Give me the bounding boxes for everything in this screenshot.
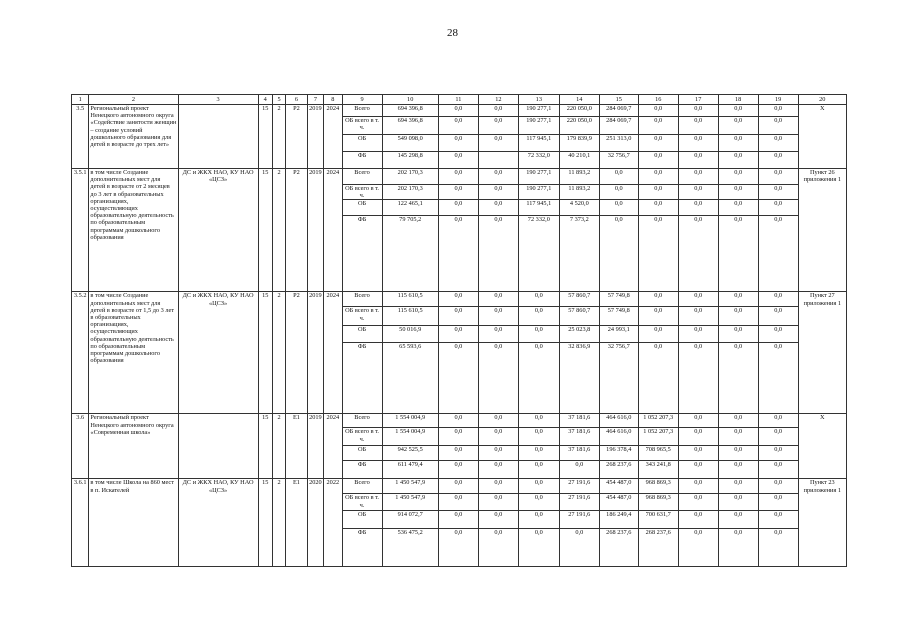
end-year: 2024 [324,414,342,479]
funding-source: ОБ всего в т. ч. [342,307,382,326]
col5: 2 [272,292,285,414]
section-number: 3.5.1 [72,169,89,292]
end-year: 2022 [324,479,342,567]
funding-source: ФБ [342,216,382,292]
financing-table [71,94,847,567]
funding-source: ФБ [342,529,382,567]
amount-cell: 0,0 [518,414,559,428]
amount-cell: 0,0 [638,292,678,307]
amount-cell: 0,0 [478,511,518,529]
amount-cell: 0,0 [438,152,478,169]
amount-cell: 0,0 [718,105,758,117]
amount-cell: 1 450 547,9 [382,494,438,511]
amount-cell: 0,0 [478,185,518,200]
amount-cell: 0,0 [718,461,758,479]
amount-cell: 24 993,1 [599,326,638,343]
amount-cell: 0,0 [518,307,559,326]
amount-cell: 122 465,1 [382,200,438,216]
amount-cell: 454 487,0 [599,479,638,494]
amount-cell: 343 241,8 [638,461,678,479]
col6: P2 [286,105,308,169]
amount-cell: 179 839,9 [559,135,599,152]
amount-cell: 0,0 [638,169,678,185]
amount-cell: 220 050,0 [559,105,599,117]
col6: E1 [286,414,308,479]
col4: 15 [258,292,272,414]
amount-cell: 0,0 [758,307,798,326]
amount-cell: 0,0 [718,326,758,343]
amount-cell: 0,0 [478,428,518,446]
amount-cell: 268 237,6 [599,529,638,567]
amount-cell: 1 554 004,9 [382,414,438,428]
amount-cell: 0,0 [718,216,758,292]
amount-cell: 1 450 547,9 [382,479,438,494]
amount-cell: 0,0 [758,135,798,152]
amount-cell: 0,0 [718,117,758,135]
amount-cell: 0,0 [758,479,798,494]
amount-cell: 0,0 [678,200,718,216]
amount-cell: 251 313,0 [599,135,638,152]
funding-source: Всего [342,414,382,428]
section-name: Региональный проект Ненецкого автономного округа «Современная школа» [89,414,178,479]
amount-cell: 0,0 [758,292,798,307]
amount-cell: 0,0 [758,461,798,479]
header-row [72,95,847,105]
amount-cell: 0,0 [438,446,478,461]
amount-cell: 0,0 [718,152,758,169]
amount-cell: 0,0 [438,292,478,307]
funding-source: ФБ [342,461,382,479]
amount-cell: 32 756,7 [599,343,638,414]
amount-cell: 72 332,0 [518,152,559,169]
amount-cell: 0,0 [438,185,478,200]
end-year: 2024 [324,105,342,169]
col4: 15 [258,105,272,169]
amount-cell: 0,0 [478,292,518,307]
amount-cell: 202 170,3 [382,169,438,185]
amount-cell: 0,0 [518,511,559,529]
amount-cell: 0,0 [638,185,678,200]
col5: 2 [272,414,285,479]
amount-cell: 464 616,0 [599,414,638,428]
table-row [72,479,847,494]
amount-cell: 0,0 [518,529,559,567]
section-name: Региональный проект Ненецкого автономного округа «Содействие занятости женщин – создание условий дошкольного образования для детей в возрасте до трех лет» [89,105,178,169]
amount-cell: 37 181,6 [559,428,599,446]
amount-cell: 202 170,3 [382,185,438,200]
amount-cell: 0,0 [678,216,718,292]
amount-cell: 0,0 [638,105,678,117]
amount-cell: 0,0 [678,343,718,414]
amount-cell: 0,0 [478,326,518,343]
col5: 2 [272,169,285,292]
section-number: 3.5 [72,105,89,169]
amount-cell: 0,0 [518,292,559,307]
amount-cell: 0,0 [678,117,718,135]
amount-cell: 0,0 [758,117,798,135]
amount-cell: 196 378,4 [599,446,638,461]
amount-cell: 0,0 [638,307,678,326]
amount-cell [478,152,518,169]
page-number: 28 [447,27,458,39]
amount-cell: 942 525,5 [382,446,438,461]
column-header: 15 [599,95,638,105]
amount-cell: 0,0 [518,326,559,343]
column-header: 5 [272,95,285,105]
amount-cell: 0,0 [758,494,798,511]
amount-cell: 0,0 [438,511,478,529]
col4: 15 [258,169,272,292]
amount-cell: 0,0 [518,343,559,414]
start-year: 2019 [307,105,323,169]
column-header: 18 [718,95,758,105]
amount-cell: 0,0 [438,216,478,292]
amount-cell: 0,0 [478,414,518,428]
amount-cell: 0,0 [599,169,638,185]
amount-cell: 0,0 [638,152,678,169]
funding-source: ОБ [342,446,382,461]
executor: ДС и ЖКХ НАО, КУ НАО «ЦСЗ» [178,292,258,414]
amount-cell: 0,0 [518,461,559,479]
amount-cell: 0,0 [718,414,758,428]
executor [178,105,258,169]
amount-cell: 7 373,2 [559,216,599,292]
amount-cell: 0,0 [718,135,758,152]
amount-cell: 284 069,7 [599,117,638,135]
amount-cell: 190 277,1 [518,105,559,117]
reference-note: X [798,105,846,169]
amount-cell: 708 965,5 [638,446,678,461]
amount-cell: 0,0 [718,511,758,529]
column-header: 6 [286,95,308,105]
amount-cell: 0,0 [718,292,758,307]
amount-cell: 0,0 [758,185,798,200]
funding-source: ОБ всего в т. ч. [342,117,382,135]
amount-cell: 0,0 [599,216,638,292]
funding-source: Всего [342,479,382,494]
amount-cell: 0,0 [518,428,559,446]
start-year: 2019 [307,169,323,292]
amount-cell: 0,0 [678,169,718,185]
amount-cell: 220 050,0 [559,117,599,135]
amount-cell: 454 487,0 [599,494,638,511]
funding-source: ОБ [342,326,382,343]
funding-source: ФБ [342,152,382,169]
amount-cell: 0,0 [438,428,478,446]
column-header: 4 [258,95,272,105]
amount-cell: 0,0 [678,135,718,152]
amount-cell: 27 191,6 [559,511,599,529]
amount-cell: 0,0 [438,494,478,511]
amount-cell: 0,0 [758,511,798,529]
amount-cell: 611 479,4 [382,461,438,479]
column-header: 3 [178,95,258,105]
amount-cell: 0,0 [678,292,718,307]
amount-cell: 0,0 [438,529,478,567]
amount-cell: 0,0 [599,200,638,216]
amount-cell: 0,0 [678,529,718,567]
amount-cell: 0,0 [638,117,678,135]
amount-cell: 0,0 [678,307,718,326]
amount-cell: 536 475,2 [382,529,438,567]
amount-cell: 37 181,6 [559,414,599,428]
amount-cell: 0,0 [438,307,478,326]
amount-cell: 0,0 [478,461,518,479]
column-header: 11 [438,95,478,105]
amount-cell: 0,0 [758,414,798,428]
reference-note: Пункт 26 приложения 1 [798,169,846,292]
amount-cell: 0,0 [478,216,518,292]
amount-cell: 700 631,7 [638,511,678,529]
reference-note: Пункт 23 приложения 1 [798,479,846,567]
amount-cell: 0,0 [678,105,718,117]
executor: ДС и ЖКХ НАО, КУ НАО «ЦСЗ» [178,479,258,567]
amount-cell: 0,0 [638,216,678,292]
col4: 15 [258,414,272,479]
amount-cell: 464 616,0 [599,428,638,446]
amount-cell: 0,0 [678,446,718,461]
amount-cell: 0,0 [678,326,718,343]
amount-cell: 0,0 [559,461,599,479]
column-header: 19 [758,95,798,105]
amount-cell: 0,0 [438,105,478,117]
col4: 15 [258,479,272,567]
amount-cell: 25 023,8 [559,326,599,343]
amount-cell: 0,0 [758,169,798,185]
amount-cell: 0,0 [438,117,478,135]
amount-cell: 268 237,6 [638,529,678,567]
amount-cell: 549 098,0 [382,135,438,152]
amount-cell: 115 610,5 [382,307,438,326]
amount-cell: 4 520,0 [559,200,599,216]
amount-cell: 145 298,8 [382,152,438,169]
column-header: 7 [307,95,323,105]
amount-cell: 0,0 [478,479,518,494]
amount-cell: 40 210,1 [559,152,599,169]
amount-cell: 0,0 [438,479,478,494]
col6: P2 [286,169,308,292]
amount-cell: 0,0 [478,446,518,461]
start-year: 2019 [307,292,323,414]
amount-cell: 0,0 [678,185,718,200]
section-number: 3.6.1 [72,479,89,567]
amount-cell: 0,0 [758,326,798,343]
amount-cell: 32 836,9 [559,343,599,414]
amount-cell: 0,0 [599,185,638,200]
amount-cell: 0,0 [718,307,758,326]
amount-cell: 0,0 [518,494,559,511]
amount-cell: 57 749,8 [599,292,638,307]
funding-source: Всего [342,105,382,117]
amount-cell: 11 893,2 [559,169,599,185]
column-header: 14 [559,95,599,105]
amount-cell: 79 705,2 [382,216,438,292]
funding-source: Всего [342,292,382,307]
table-row [72,414,847,428]
col5: 2 [272,105,285,169]
column-header: 13 [518,95,559,105]
amount-cell: 57 860,7 [559,292,599,307]
amount-cell: 0,0 [478,494,518,511]
amount-cell: 0,0 [438,414,478,428]
funding-source: ОБ [342,511,382,529]
col6: E1 [286,479,308,567]
amount-cell: 0,0 [718,200,758,216]
col5: 2 [272,479,285,567]
amount-cell: 117 945,1 [518,135,559,152]
amount-cell: 57 860,7 [559,307,599,326]
section-name: в том числе Создание дополнительных мест для детей в возрасте от 1,5 до 3 лет в образовательных организациях, осуществляющих образовательную деятельность по образовательным программам дошкольного образования [89,292,178,414]
amount-cell: 0,0 [758,446,798,461]
amount-cell: 11 893,2 [559,185,599,200]
amount-cell: 0,0 [678,511,718,529]
amount-cell: 65 593,6 [382,343,438,414]
amount-cell: 968 869,3 [638,479,678,494]
amount-cell: 0,0 [438,326,478,343]
section-number: 3.5.2 [72,292,89,414]
funding-source: ОБ всего в т. ч. [342,428,382,446]
amount-cell: 115 610,5 [382,292,438,307]
amount-cell: 1 554 004,9 [382,428,438,446]
amount-cell: 0,0 [478,529,518,567]
amount-cell: 37 181,6 [559,446,599,461]
table-row [72,105,847,117]
reference-note: Пункт 27 приложения 1 [798,292,846,414]
executor: ДС и ЖКХ НАО, КУ НАО «ЦСЗ» [178,169,258,292]
amount-cell: 0,0 [758,200,798,216]
amount-cell: 0,0 [718,185,758,200]
amount-cell: 0,0 [678,479,718,494]
amount-cell: 0,0 [478,200,518,216]
table-row [72,169,847,185]
amount-cell: 0,0 [438,135,478,152]
amount-cell: 117 945,1 [518,200,559,216]
funding-source: Всего [342,169,382,185]
amount-cell: 190 277,1 [518,185,559,200]
amount-cell: 32 756,7 [599,152,638,169]
col6: P2 [286,292,308,414]
amount-cell: 914 072,7 [382,511,438,529]
amount-cell: 0,0 [438,200,478,216]
amount-cell: 968 869,3 [638,494,678,511]
amount-cell: 694 396,8 [382,105,438,117]
amount-cell: 0,0 [559,529,599,567]
amount-cell: 0,0 [638,343,678,414]
start-year: 2019 [307,414,323,479]
amount-cell: 0,0 [758,343,798,414]
amount-cell: 0,0 [758,529,798,567]
amount-cell: 284 069,7 [599,105,638,117]
table-row [72,292,847,307]
amount-cell: 0,0 [478,135,518,152]
funding-source: ОБ всего в т. ч. [342,185,382,200]
amount-cell: 0,0 [438,169,478,185]
amount-cell: 0,0 [518,479,559,494]
end-year: 2024 [324,169,342,292]
column-header: 20 [798,95,846,105]
amount-cell: 186 249,4 [599,511,638,529]
amount-cell: 0,0 [758,428,798,446]
amount-cell: 0,0 [638,135,678,152]
amount-cell: 0,0 [718,479,758,494]
amount-cell: 0,0 [478,343,518,414]
section-number: 3.6 [72,414,89,479]
end-year: 2024 [324,292,342,414]
column-header: 16 [638,95,678,105]
amount-cell: 0,0 [718,343,758,414]
amount-cell: 190 277,1 [518,117,559,135]
amount-cell: 0,0 [758,152,798,169]
amount-cell: 27 191,6 [559,494,599,511]
section-name: в том числе Школа на 860 мест в п. Искателей [89,479,178,567]
funding-source: ОБ [342,135,382,152]
amount-cell: 0,0 [478,307,518,326]
section-name: в том числе Создание дополнительных мест для детей в возрасте от 2 месяцев до 3 лет в образовательных организациях, осуществляющих образовательную деятельность по образовательным программам дошкольного образования [89,169,178,292]
amount-cell: 1 052 207,3 [638,428,678,446]
amount-cell: 0,0 [438,461,478,479]
funding-source: ФБ [342,343,382,414]
amount-cell: 0,0 [478,105,518,117]
amount-cell: 0,0 [678,414,718,428]
executor [178,414,258,479]
amount-cell: 50 016,9 [382,326,438,343]
reference-note: X [798,414,846,479]
amount-cell: 0,0 [678,494,718,511]
amount-cell: 0,0 [478,169,518,185]
amount-cell: 0,0 [478,117,518,135]
funding-source: ОБ [342,200,382,216]
amount-cell: 0,0 [638,200,678,216]
amount-cell: 0,0 [758,105,798,117]
amount-cell: 57 749,8 [599,307,638,326]
column-header: 9 [342,95,382,105]
amount-cell: 0,0 [678,428,718,446]
amount-cell: 190 277,1 [518,169,559,185]
amount-cell: 1 052 207,3 [638,414,678,428]
start-year: 2020 [307,479,323,567]
amount-cell: 0,0 [718,494,758,511]
amount-cell: 0,0 [438,343,478,414]
column-header: 10 [382,95,438,105]
amount-cell: 268 237,6 [599,461,638,479]
column-header: 1 [72,95,89,105]
amount-cell: 0,0 [718,446,758,461]
amount-cell: 0,0 [718,529,758,567]
column-header: 2 [89,95,178,105]
amount-cell: 0,0 [718,428,758,446]
amount-cell: 0,0 [518,446,559,461]
amount-cell: 0,0 [678,461,718,479]
column-header: 17 [678,95,718,105]
amount-cell: 72 332,0 [518,216,559,292]
column-header: 12 [478,95,518,105]
column-header: 8 [324,95,342,105]
amount-cell: 0,0 [718,169,758,185]
amount-cell: 27 191,6 [559,479,599,494]
amount-cell: 694 396,8 [382,117,438,135]
amount-cell: 0,0 [638,326,678,343]
funding-source: ОБ всего в т. ч. [342,494,382,511]
amount-cell: 0,0 [678,152,718,169]
amount-cell: 0,0 [758,216,798,292]
